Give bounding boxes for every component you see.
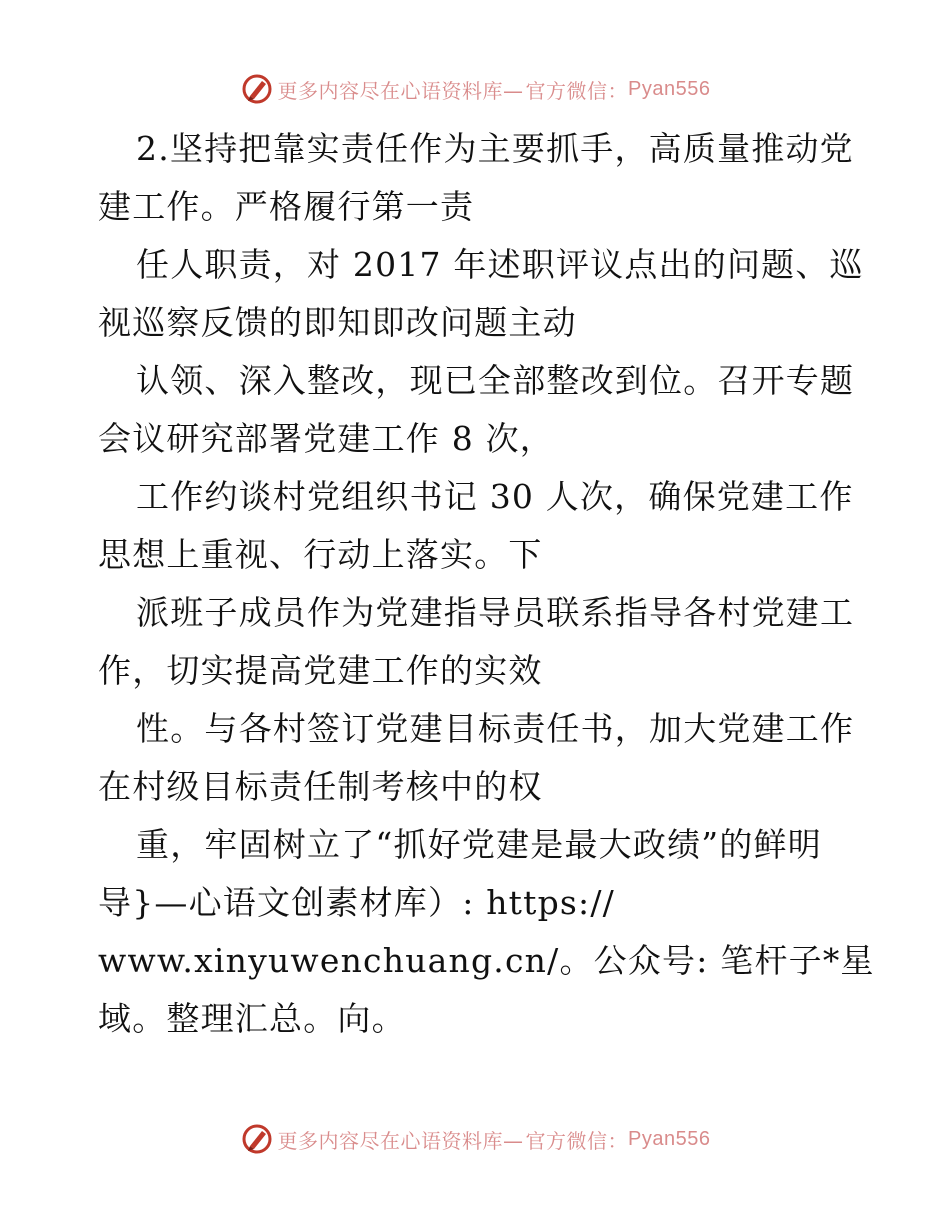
body-line: 任人职责，对 2017 年述职评议点出的问题、巡	[136, 245, 864, 284]
pen-nib-circle-icon	[240, 72, 274, 106]
banner-wechat-label: 官方微信：	[525, 78, 629, 103]
banner-tagline: 更多内容尽在心语资料库—	[277, 1128, 524, 1153]
body-line: 作，切实提高党建工作的实效	[98, 651, 543, 690]
header-banner	[0, 72, 950, 106]
body-line: 认领、深入整改，现已全部整改到位。召开专题	[136, 361, 855, 400]
body-line: 性。与各村签订党建目标责任书，加大党建工作	[136, 709, 855, 748]
body-line: 会议研究部署党建工作 8 次，	[98, 419, 554, 458]
banner-wechat-id: Pyan556	[628, 1127, 711, 1150]
body-line: 域。整理汇总。向。	[98, 999, 406, 1038]
body-line: 2.坚持把靠实责任作为主要抓手，高质量推动党	[136, 129, 854, 168]
body-line: www.xinyuwenchuang.cn/。公众号: 笔杆子*星	[98, 941, 875, 980]
document-body	[98, 120, 875, 1048]
body-line: 思想上重视、行动上落实。下	[98, 535, 543, 574]
body-line: 建工作。严格履行第一责	[98, 187, 475, 226]
banner-wechat-id: Pyan556	[628, 77, 711, 100]
footer-banner	[0, 1122, 950, 1156]
body-line: 重，牢固树立了“抓好党建是最大政绩”的鲜明	[136, 825, 822, 864]
banner-tagline: 更多内容尽在心语资料库—	[277, 78, 524, 103]
body-line: 工作约谈村党组织书记 30 人次，确保党建工作	[136, 477, 854, 516]
banner-wechat-label: 官方微信：	[525, 1128, 629, 1153]
pen-nib-circle-icon	[240, 1122, 274, 1156]
body-line: 在村级目标责任制考核中的权	[98, 767, 543, 806]
body-line: 视巡察反馈的即知即改问题主动	[98, 303, 577, 342]
body-line: 派班子成员作为党建指导员联系指导各村党建工	[136, 593, 855, 632]
body-line: 导}—心语文创素材库）: https://	[98, 883, 615, 922]
